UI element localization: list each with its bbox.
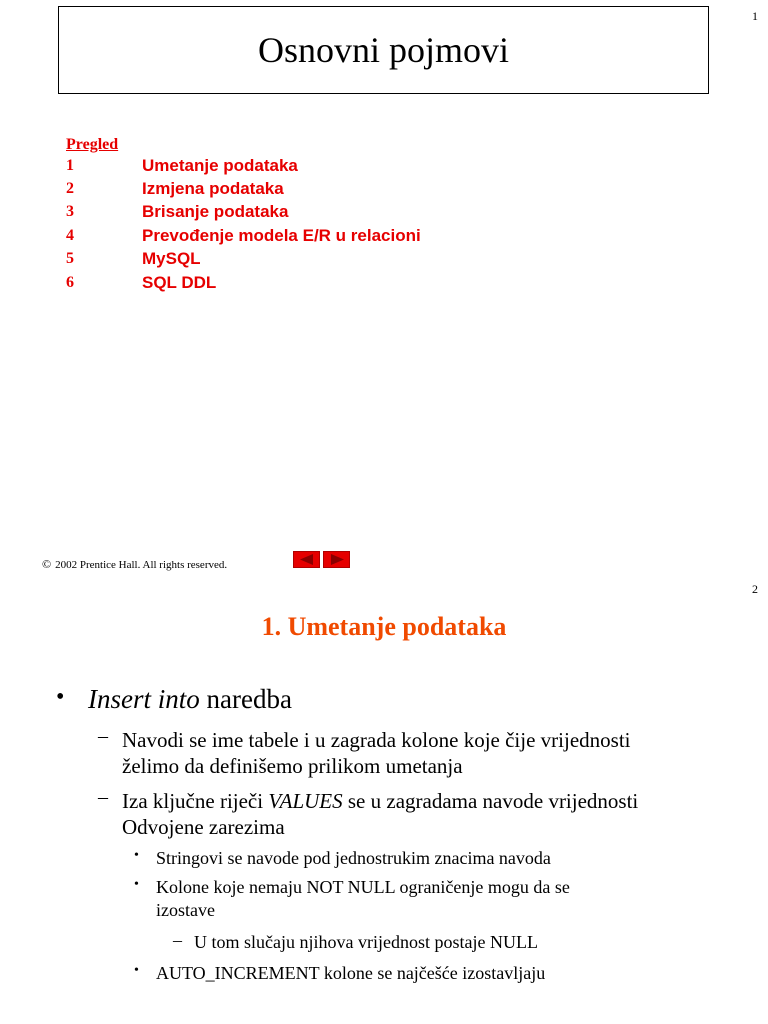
bullet-line: AUTO_INCREMENT kolone se najčešće izostavljaju <box>156 963 546 983</box>
bullet-line: želimo da definišemo prilikom umetanja <box>122 754 463 778</box>
bullet-marker: • <box>56 684 65 710</box>
toc-item[interactable] <box>66 271 421 294</box>
toc-item-number: 1 <box>66 156 74 174</box>
bullet-line <box>122 788 722 814</box>
bullet-level2 <box>122 727 722 779</box>
toc-item-label[interactable]: Izmjena podataka <box>142 179 284 199</box>
toc-item-number: 2 <box>66 180 74 198</box>
title-box <box>58 6 709 94</box>
bullet-marker: • <box>134 963 139 978</box>
copyright <box>42 557 227 572</box>
bullet-text: naredba <box>199 684 292 714</box>
bullet-text: se u zagradama navode vrijednosti <box>342 789 639 813</box>
copyright-text: 2002 Prentice Hall. All rights reserved. <box>55 558 228 571</box>
toc-item[interactable] <box>66 177 421 200</box>
dash-marker: – <box>173 930 182 950</box>
prev-slide-button[interactable] <box>293 551 320 568</box>
bullet-level3 <box>156 962 716 985</box>
dash-marker: – <box>98 725 108 747</box>
bullet-level4 <box>194 931 538 954</box>
bullet-level3 <box>156 847 716 870</box>
toc-item[interactable] <box>66 224 421 247</box>
bullet-italic-text: VALUES <box>268 789 343 813</box>
slide-nav <box>293 551 350 568</box>
bullet-marker: • <box>134 877 139 892</box>
toc-item[interactable] <box>66 201 421 224</box>
toc-heading[interactable]: Pregled <box>66 136 119 153</box>
toc-item-label[interactable]: SQL DDL <box>142 272 217 292</box>
bullet-level3 <box>156 876 716 922</box>
toc-item[interactable] <box>66 248 421 271</box>
bullet-level1 <box>88 684 292 715</box>
page-number-1: 1 <box>752 9 758 23</box>
bullet-italic-text: Insert into <box>88 684 200 714</box>
copyright-icon: © <box>42 557 52 571</box>
bullet-line: Navodi se ime tabele i u zagrada kolone koje čije vrijednosti <box>122 728 631 752</box>
bullet-level2 <box>122 788 722 840</box>
page-number-2: 2 <box>752 582 758 596</box>
toc-item-label[interactable]: Brisanje podataka <box>142 202 289 222</box>
arrow-right-icon <box>330 554 344 565</box>
toc-item-number: 3 <box>66 203 74 221</box>
arrow-left-icon <box>300 554 314 565</box>
dash-marker: – <box>98 786 108 808</box>
slide-title: Osnovni pojmovi <box>257 30 509 70</box>
next-slide-button[interactable] <box>323 551 350 568</box>
bullet-line: Stringovi se navode pod jednostrukim znacima navoda <box>156 848 551 868</box>
toc-item-number: 4 <box>66 226 74 244</box>
section-title: 1. Umetanje podataka <box>261 612 507 641</box>
toc-item[interactable] <box>66 154 421 177</box>
toc-item-number: 6 <box>66 273 74 291</box>
bullet-line: izostave <box>156 900 215 920</box>
toc-item-label[interactable]: MySQL <box>142 249 201 269</box>
bullet-text: Iza ključne riječi <box>122 789 269 813</box>
toc-item-label[interactable]: Umetanje podataka <box>142 155 298 175</box>
bullet-marker: • <box>134 848 139 863</box>
bullet-line: U tom slučaju njihova vrijednost postaje NULL <box>194 932 538 952</box>
toc-item-label[interactable]: Prevođenje modela E/R u relacioni <box>142 225 421 245</box>
toc-item-number: 5 <box>66 250 74 268</box>
bullet-line: Odvojene zarezima <box>122 815 285 839</box>
toc <box>66 135 421 294</box>
bullet-line: Kolone koje nemaju NOT NULL ograničenje mogu da se <box>156 877 570 897</box>
